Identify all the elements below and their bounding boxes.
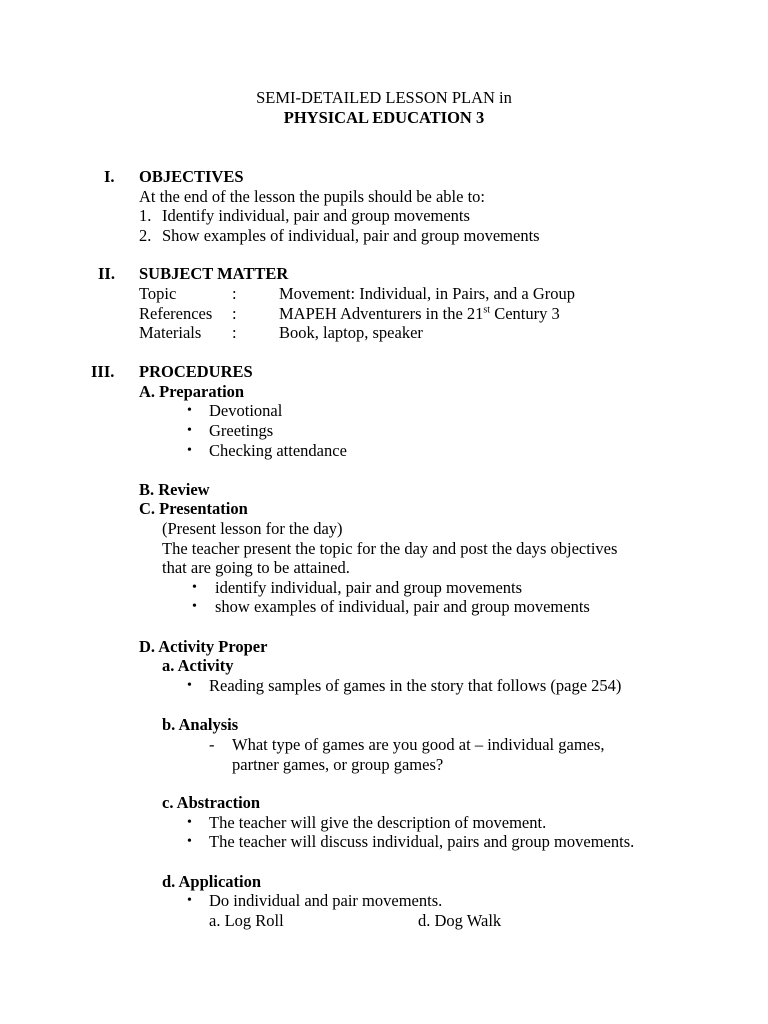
bullet-icon: • [192,580,197,595]
list-item: Devotional [209,401,283,420]
list-item: The teacher will give the description of movement. [209,813,547,832]
topic-separator: : [232,284,237,303]
list-item: Greetings [209,421,274,440]
analysis-heading: b. Analysis [162,715,239,734]
bullet-icon: • [187,423,192,438]
list-item: The teacher will discuss individual, pairs and group movements. [209,832,635,851]
materials-value: Book, laptop, speaker [279,323,423,342]
subject-matter-numeral: II. [98,264,115,283]
list-item: show examples of individual, pair and group movements [215,597,590,616]
references-label: References [139,304,213,323]
review-heading: B. Review [139,480,210,499]
preparation-heading: A. Preparation [139,382,245,401]
bullet-icon: • [187,403,192,418]
presentation-line: The teacher present the topic for the day and post the days objectives [162,539,618,558]
objective-item: Show examples of individual, pair and group movements [162,226,540,245]
materials-separator: : [232,323,237,342]
analysis-line: partner games, or group games? [232,755,444,774]
procedures-heading: PROCEDURES [139,362,253,381]
list-item: identify individual, pair and group movements [215,578,523,597]
bullet-icon: • [187,678,192,693]
presentation-heading: C. Presentation [139,499,248,518]
title-line-1: SEMI-DETAILED LESSON PLAN in [256,88,512,107]
objective-number: 1. [139,206,152,225]
abstraction-heading: c. Abstraction [162,793,261,812]
ordinal-superscript: st [483,304,491,316]
application-heading: d. Application [162,872,262,891]
list-item: Checking attendance [209,441,347,460]
references-separator: : [232,304,237,323]
topic-label: Topic [139,284,177,303]
presentation-line: (Present lesson for the day) [162,519,343,538]
objective-item: Identify individual, pair and group movements [162,206,470,225]
dash-icon: - [209,735,215,754]
objectives-numeral: I. [104,167,115,186]
procedures-numeral: III. [91,362,115,381]
objectives-heading: OBJECTIVES [139,167,244,186]
presentation-line: that are going to be attained. [162,558,350,577]
subject-matter-heading: SUBJECT MATTER [139,264,289,283]
objectives-intro: At the end of the lesson the pupils should be able to: [139,187,485,206]
movement-item: a. Log Roll [209,911,284,930]
analysis-line: What type of games are you good at – individual games, [232,735,605,754]
list-item: Reading samples of games in the story that follows (page 254) [209,676,622,695]
bullet-icon: • [187,443,192,458]
bullet-icon: • [192,599,197,614]
title-line-2: PHYSICAL EDUCATION 3 [283,108,485,127]
materials-label: Materials [139,323,202,342]
topic-value: Movement: Individual, in Pairs, and a Group [279,284,576,303]
bullet-icon: • [187,815,192,830]
list-item: Do individual and pair movements. [209,891,443,910]
bullet-icon: • [187,834,192,849]
references-value: MAPEH Adventurers in the 21st Century 3 [279,304,560,323]
objective-number: 2. [139,226,152,245]
activity-heading: a. Activity [162,656,234,675]
bullet-icon: • [187,893,192,908]
activity-proper-heading: D. Activity Proper [139,637,268,656]
movement-item: d. Dog Walk [418,911,502,930]
